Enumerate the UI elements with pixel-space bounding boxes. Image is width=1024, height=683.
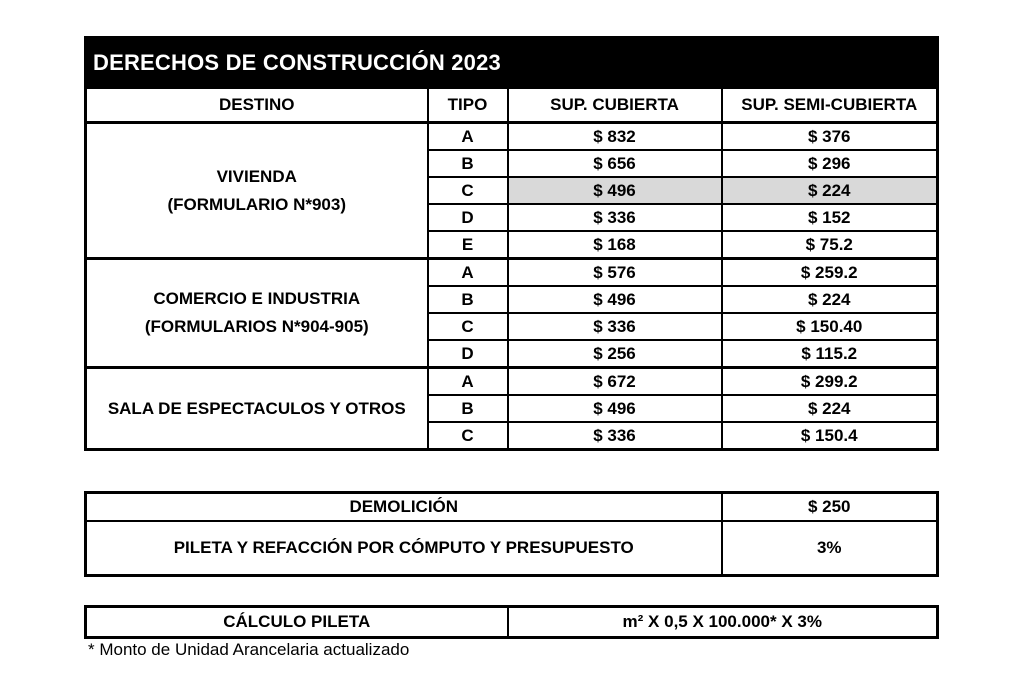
sup-cubierta-cell: $ 336 bbox=[508, 204, 722, 231]
header-sup-semi-cubierta: SUP. SEMI-CUBIERTA bbox=[722, 88, 938, 123]
tipo-cell: C bbox=[428, 177, 508, 204]
destino-name: SALA DE ESPECTACULOS Y OTROS bbox=[107, 398, 406, 418]
table-row bbox=[86, 123, 938, 151]
sup-semi-cubierta-cell: $ 259.2 bbox=[722, 259, 938, 287]
tipo-cell: E bbox=[428, 231, 508, 259]
calculo-label: CÁLCULO PILETA bbox=[86, 607, 508, 638]
tipo-cell: A bbox=[428, 368, 508, 396]
sup-semi-cubierta-cell: $ 150.40 bbox=[722, 313, 938, 340]
extras-table bbox=[84, 491, 939, 577]
destino-formulario: (FORMULARIO N*903) bbox=[167, 194, 346, 214]
table-row bbox=[86, 368, 938, 396]
demolicion-value: $ 250 bbox=[722, 493, 938, 522]
sup-cubierta-cell: $ 336 bbox=[508, 313, 722, 340]
header-destino: DESTINO bbox=[86, 88, 428, 123]
sup-semi-cubierta-cell: $ 75.2 bbox=[722, 231, 938, 259]
sup-cubierta-cell: $ 496 bbox=[508, 395, 722, 422]
sup-cubierta-cell: $ 496 bbox=[508, 177, 722, 204]
header-tipo: TIPO bbox=[428, 88, 508, 123]
tipo-cell: A bbox=[428, 123, 508, 151]
tipo-cell: B bbox=[428, 150, 508, 177]
tipo-cell: D bbox=[428, 340, 508, 368]
sup-cubierta-cell: $ 832 bbox=[508, 123, 722, 151]
table-row bbox=[86, 259, 938, 287]
table-title: DERECHOS DE CONSTRUCCIÓN 2023 bbox=[86, 38, 938, 89]
tipo-cell: B bbox=[428, 395, 508, 422]
destino-formulario: (FORMULARIOS N*904-905) bbox=[144, 317, 369, 336]
sup-semi-cubierta-cell: $ 224 bbox=[722, 286, 938, 313]
tipo-cell: C bbox=[428, 313, 508, 340]
sup-cubierta-cell: $ 496 bbox=[508, 286, 722, 313]
tipo-cell: A bbox=[428, 259, 508, 287]
tipo-cell: B bbox=[428, 286, 508, 313]
sup-semi-cubierta-cell: $ 296 bbox=[722, 150, 938, 177]
demolicion-label: DEMOLICIÓN bbox=[86, 493, 722, 522]
sup-semi-cubierta-cell: $ 376 bbox=[722, 123, 938, 151]
destino-name: COMERCIO E INDUSTRIA bbox=[153, 289, 361, 308]
footnote: * Monto de Unidad Arancelaria actualizado bbox=[88, 640, 410, 659]
tipo-cell: C bbox=[428, 422, 508, 450]
sup-cubierta-cell: $ 256 bbox=[508, 340, 722, 368]
sup-semi-cubierta-cell: $ 115.2 bbox=[722, 340, 938, 368]
sup-semi-cubierta-cell: $ 299.2 bbox=[722, 368, 938, 396]
destino-name: VIVIENDA bbox=[216, 166, 297, 186]
construction-rights-table bbox=[84, 36, 939, 451]
sup-cubierta-cell: $ 576 bbox=[508, 259, 722, 287]
destino-cell bbox=[86, 259, 428, 368]
destino-cell bbox=[86, 123, 428, 259]
sup-cubierta-cell: $ 656 bbox=[508, 150, 722, 177]
sup-cubierta-cell: $ 336 bbox=[508, 422, 722, 450]
tipo-cell: D bbox=[428, 204, 508, 231]
sup-semi-cubierta-cell: $ 224 bbox=[722, 177, 938, 204]
sup-cubierta-cell: $ 168 bbox=[508, 231, 722, 259]
destino-cell bbox=[86, 368, 428, 450]
sup-semi-cubierta-cell: $ 224 bbox=[722, 395, 938, 422]
sup-cubierta-cell: $ 672 bbox=[508, 368, 722, 396]
pileta-value: 3% bbox=[722, 521, 938, 576]
pileta-label: PILETA Y REFACCIÓN POR CÓMPUTO Y PRESUPUESTO bbox=[86, 521, 722, 576]
calculo-pileta-table bbox=[84, 605, 939, 639]
sup-semi-cubierta-cell: $ 150.4 bbox=[722, 422, 938, 450]
sup-semi-cubierta-cell: $ 152 bbox=[722, 204, 938, 231]
header-sup-cubierta: SUP. CUBIERTA bbox=[508, 88, 722, 123]
calculo-value: m² X 0,5 X 100.000* X 3% bbox=[508, 607, 938, 638]
